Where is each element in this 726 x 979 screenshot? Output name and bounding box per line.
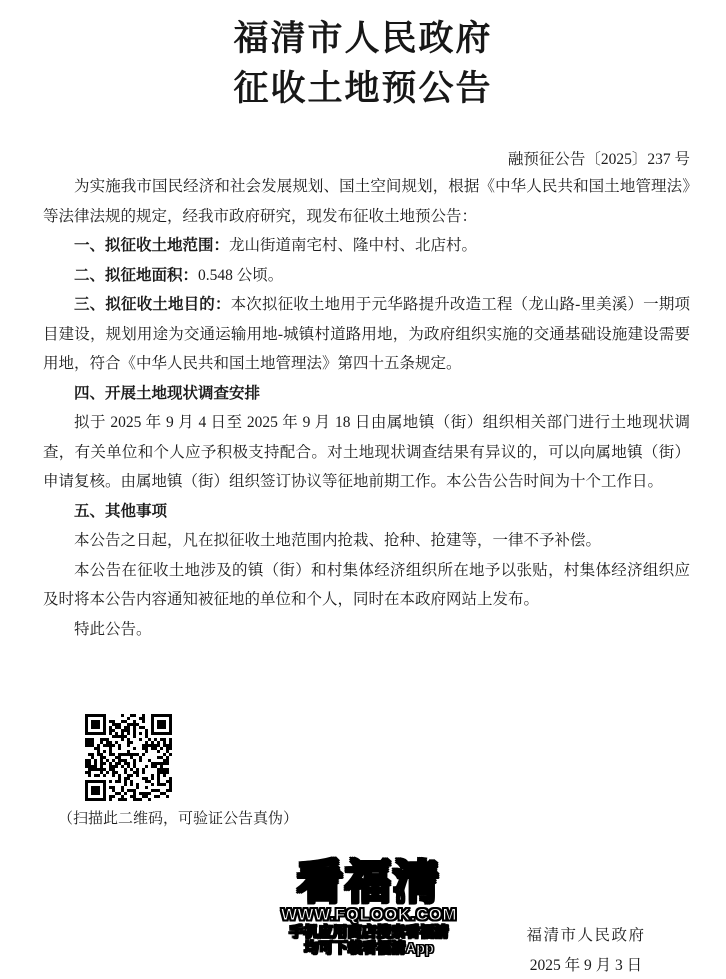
qr-block (43, 714, 726, 830)
qr-code (85, 714, 172, 801)
section-4-heading: 四、开展土地现状调查安排 (74, 384, 261, 402)
signature-date: 2025 年 9 月 3 日 (529, 957, 643, 974)
closing-statement: 特此公告。 (74, 620, 152, 638)
section-1-content: 龙山街道南宅村、隆中村、北店村。 (229, 237, 478, 254)
section-2-content: 0.548 公顷。 (198, 266, 284, 284)
watermark-fqlook (281, 856, 458, 957)
section-2-land-area (43, 261, 690, 291)
section-5-heading: 五、其他事项 (74, 502, 168, 520)
section-3-content: 本次拟征收土地用于元华路提升改造工程（龙山路-里美溪）一期项目建设，规划用途为交通运输用地-城镇村道路用地，为政府组织实施的交通基础设施建设需要用地，符合《中华人民共和国土地管理法》第四十五条规定。 (43, 296, 690, 372)
watermark-line1: 手机应用商店搜索看福清 (289, 925, 449, 941)
section-1-label: 一、拟征收土地范围： (74, 237, 230, 254)
section-5-paragraph-2: 本公告在征收土地涉及的镇（街）和村集体经济组织所在地予以张贴，村集体经济组织应及时将本公告内容通知被征地的单位和个人，同时在本政府网站上发布。 (43, 561, 690, 608)
page-title-line2: 征收土地预公告 (233, 69, 493, 108)
page-title (0, 14, 726, 114)
section-2-label: 二、拟征地面积： (74, 266, 199, 284)
section-4-paragraph: 拟于 2025 年 9 月 4 日至 2025 年 9 月 18 日由属地镇（街）组织相关部门进行土地现状调查，有关单位和个人应予积极支持配合。对土地现状调查结果有异议的，可以向属地镇（街）申请复核。由属地镇（街）组织签订协议等征地前期工作。本公告公告时间为十个工作日。 (43, 414, 690, 490)
section-5-paragraph-1: 本公告之日起，凡在拟征收土地范围内抢栽、抢种、抢建等，一律不予补偿。 (74, 532, 602, 549)
signature-issuer: 福清市人民政府 (526, 927, 646, 944)
section-1-land-scope (43, 231, 690, 261)
signature-block (498, 921, 674, 979)
watermark-line2: 均可下载看福清App (304, 941, 434, 957)
watermark-url: WWW.FQLOOK.COM (281, 905, 458, 924)
section-3-land-purpose (43, 290, 690, 379)
announcement-body (0, 172, 726, 644)
doc-number: 融预征公告〔2025〕237 号 (507, 151, 690, 168)
intro-paragraph: 为实施我市国民经济和社会发展规划、国土空间规划，根据《中华人民共和国土地管理法》等法律法规的规定，经我市政府研究，现发布征收土地预公告： (43, 178, 690, 225)
section-3-label: 三、拟征收土地目的： (74, 296, 231, 313)
watermark-brand: 看福清 (297, 856, 441, 908)
qr-caption: （扫描此二维码，可验证公告真伪） (58, 811, 299, 827)
page-title-line1: 福清市人民政府 (233, 19, 493, 58)
